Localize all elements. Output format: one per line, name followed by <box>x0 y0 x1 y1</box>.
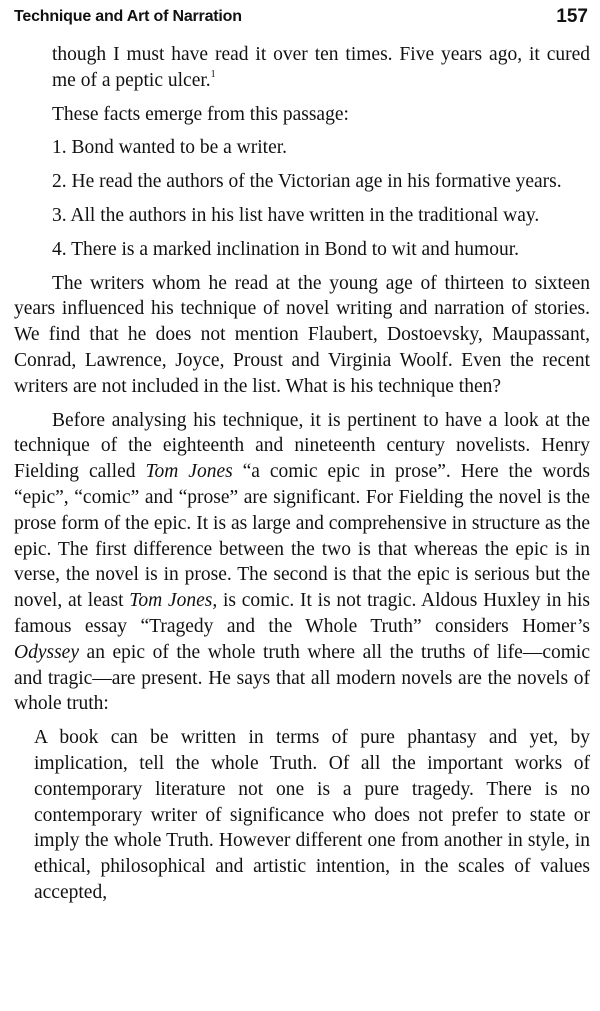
running-head <box>14 6 588 30</box>
page-number: 157 <box>556 6 588 27</box>
paragraph-text: is comic. It is not tragic. Aldous Huxley in his famous essay “Tragedy and the Whole Truth” considers Homer’s <box>14 590 590 637</box>
book-title: Tom Jones, <box>129 590 218 612</box>
book-title: Odyssey <box>14 641 79 663</box>
paragraph <box>14 408 590 718</box>
paragraph-text: “a comic epic in prose”. Here the words “epic”, “comic” and “prose” are significant. For Fielding the novel is the prose form of the epic. It is as large and comprehensive in structure as the epic. The first difference between the two is that whereas the epic is in verse, the novel is in prose. The second is that the epic is serious but the novel, at least <box>14 461 590 612</box>
paragraph-text: Before analysing his technique, it is pertinent to have a look at the technique of the eighteenth and nineteenth century novelists. Henry Fielding called <box>14 409 590 483</box>
paragraph: These facts emerge from this passage: <box>52 103 349 125</box>
paragraph: The writers whom he read at the young age of thirteen to sixteen years influenced his technique of novel writing and narration of stories. We find that he does not mention Flaubert, Dostoevsky, Maupassant, Conrad, Lawrence, Joyce, Proust and Virginia Woolf. Even the recent writers are not included in the list. What is his technique then? <box>14 272 590 397</box>
paragraph-text: an epic of the whole truth where all the truths of life—comic and tragic—are present. He says that all modern novels are the novels of whole truth: <box>14 641 590 715</box>
footnote-marker: 1 <box>210 68 216 80</box>
list-item: 2. He read the authors of the Victorian age in his formative years. <box>52 171 562 193</box>
list-item: 1. Bond wanted to be a writer. <box>52 137 288 159</box>
list-item: 4. There is a marked inclination in Bond to wit and humour. <box>52 238 520 260</box>
body-text <box>14 42 590 906</box>
paragraph-continuation <box>14 42 590 94</box>
list-item: 3. All the authors in his list have written in the traditional way. <box>52 204 540 226</box>
book-title: Tom Jones <box>145 461 233 483</box>
running-title: Technique and Art of Narration <box>14 8 242 25</box>
paragraph-text: though I must have read it over ten times. Five years ago, it cured me of a peptic ulcer. <box>52 44 590 91</box>
block-quote: A book can be written in terms of pure phantasy and yet, by implication, tell the whole Truth. Of all the important works of contemporary literature not one is a pure tragedy. There is no contemporary writer of significance who does not prefer to state or imply the whole Truth. However different one from another in style, in ethical, philosophical and artistic intention, in the scales of values accepted, <box>34 727 590 903</box>
